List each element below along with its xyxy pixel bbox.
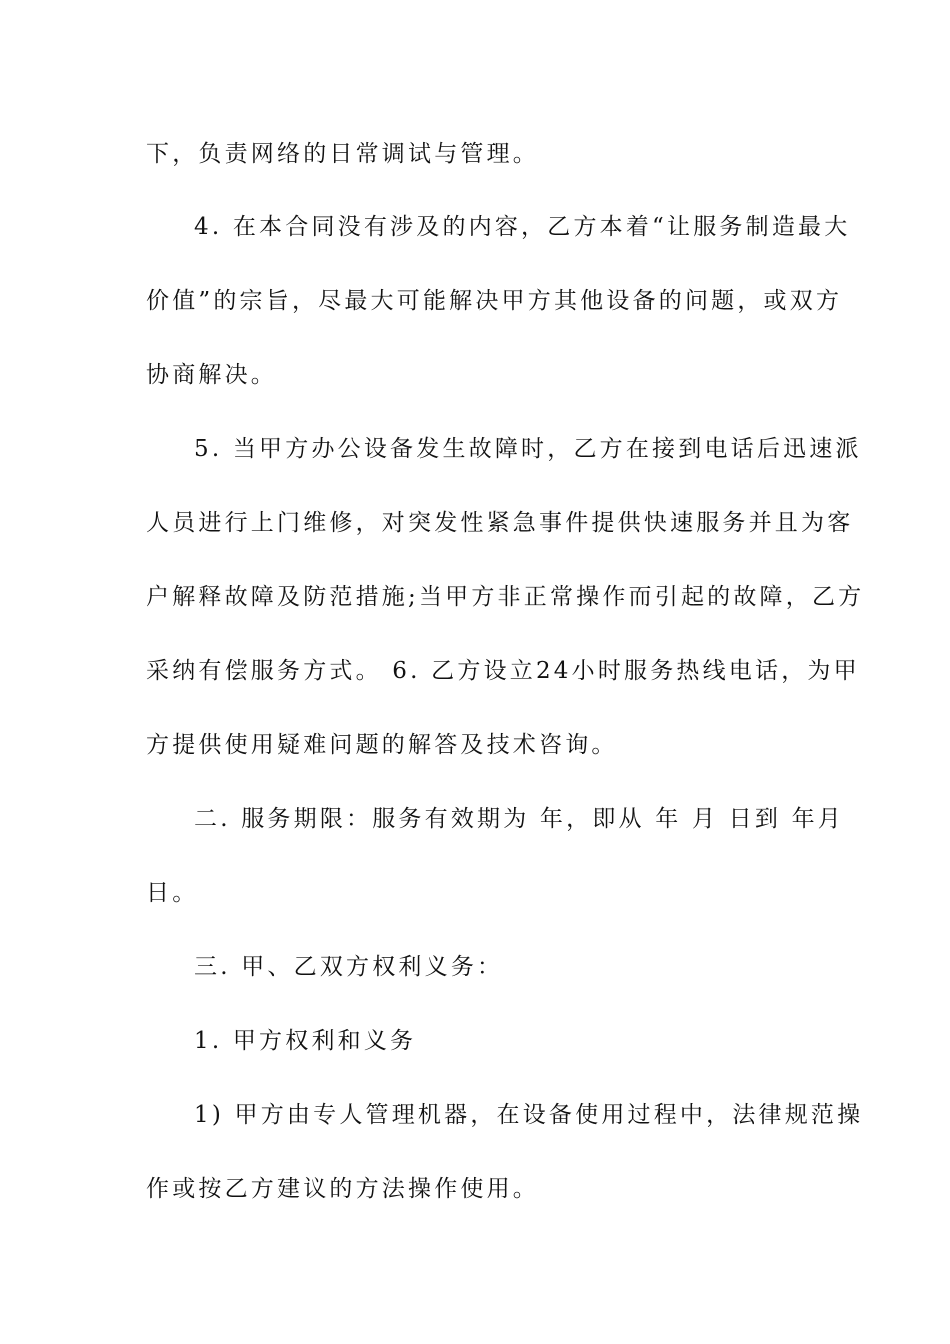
text-line-15: 作或按乙方建议的方法操作使用。 <box>146 1176 539 1202</box>
text-line-11: 日。 <box>146 880 199 906</box>
text-line-4: 协商解决。 <box>146 362 277 388</box>
text-line-5: 5. 当甲方办公设备发生故障时，乙方在接到电话后迅速派 <box>194 436 862 462</box>
text-line-14: 1) 甲方由专人管理机器，在设备使用过程中，法律规范操 <box>194 1102 864 1128</box>
text-line-8: 采纳有偿服务方式。 6. 乙方设立24小时服务热线电话，为甲 <box>146 658 860 684</box>
text-line-7: 户解释故障及防范措施;当甲方非正常操作而引起的故障，乙方 <box>146 584 865 610</box>
text-line-13: 1. 甲方权利和义务 <box>194 1028 417 1054</box>
text-line-12: 三. 甲、乙双方权利义务： <box>194 954 504 980</box>
text-line-10: 二. 服务期限：服务有效期为 年，即从 年 月 日到 年月 <box>194 806 844 832</box>
text-line-3: 价值”的宗旨，尽最大可能解决甲方其他设备的问题，或双方 <box>146 288 843 314</box>
text-line-6: 人员进行上门维修，对突发性紧急事件提供快速服务并且为客 <box>146 510 854 536</box>
text-line-1: 下，负责网络的日常调试与管理。 <box>146 141 539 167</box>
text-line-2: 4. 在本合同没有涉及的内容，乙方本着“让服务制造最大 <box>194 214 851 240</box>
text-line-9: 方提供使用疑难问题的解答及技术咨询。 <box>146 732 618 758</box>
